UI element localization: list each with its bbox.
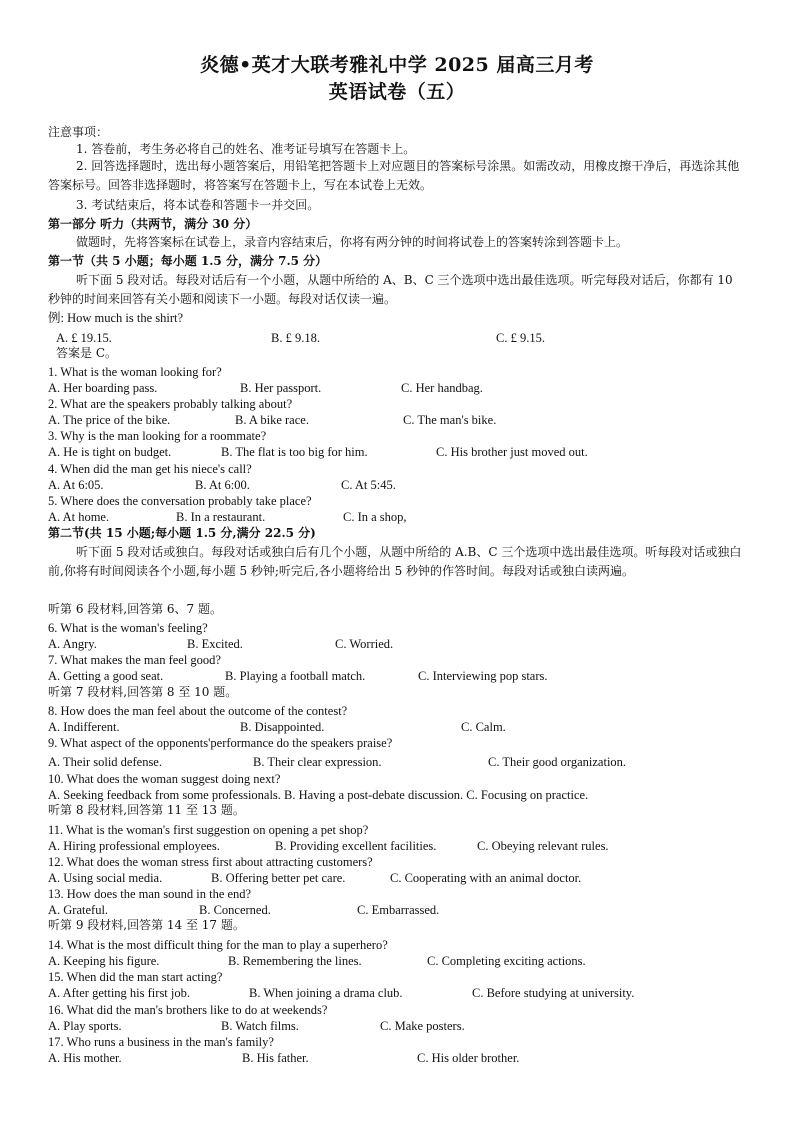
section2-instruction: 听下面 5 段对话或独白。每段对话或独白后有几个小题，从题中所给的 A.B、C 三个选项中选出最佳选项。听每段对话或独白前,你将有时间阅读各个小题,每小题 5 秒钟;听完后,各小题将给出 5 秒钟的作答时间。每段对话或独白读两遍。 (48, 545, 742, 578)
question-10: 10. What does the woman suggest doing next? (48, 772, 281, 786)
question-2: 2. What are the speakers probably talking about? (48, 397, 293, 411)
q16-option-a: A. Play sports. (48, 1019, 122, 1033)
question-6: 6. What is the woman's feeling? (48, 621, 208, 635)
q11-option-b: B. Providing excellent facilities. (275, 839, 437, 853)
q9-option-a: A. Their solid defense. (48, 755, 162, 769)
example-answer: 答案是 C。 (56, 346, 117, 360)
example-question: 例: How much is the shirt? (48, 311, 184, 325)
q16-option-b: B. Watch films. (221, 1019, 299, 1033)
q1-option-a: A. Her boarding pass. (48, 381, 158, 395)
q1-option-c: C. Her handbag. (401, 381, 483, 395)
question-9: 9. What aspect of the opponents'performance do the speakers praise? (48, 736, 393, 750)
q9-option-b: B. Their clear expression. (253, 755, 382, 769)
q10-options: A. Seeking feedback from some professionals. B. Having a post-debate discussion. C. Focusing on practice. (48, 788, 589, 802)
notice-item-1: 1. 答卷前，考生务必将自己的姓名、准考证号填写在答题卡上。 (76, 142, 416, 156)
question-1: 1. What is the woman looking for? (48, 365, 222, 379)
question-7: 7. What makes the man feel good? (48, 653, 221, 667)
q3-option-b: B. The flat is too big for him. (221, 445, 368, 459)
question-12: 12. What does the woman stress first about attracting customers? (48, 855, 373, 869)
question-16: 16. What did the man's brothers like to do at weekends? (48, 1003, 328, 1017)
q13-option-a: A. Grateful. (48, 903, 109, 917)
section1-heading: 第一节（共 5 小题；每小题 1.5 分，满分 7.5 分） (48, 254, 328, 268)
part1-instruction: 做题时，先将答案标在试卷上，录音内容结束后，你将有两分钟的时间将试卷上的答案转涂到答题卡上。 (76, 235, 629, 249)
q2-option-a: A. The price of the bike. (48, 413, 171, 427)
section1-instruction: 听下面 5 段对话。每段对话后有一个小题，从题中所给的 A、B、C 三个选项中选出最佳选项。听完每段对话后，你都有 10 秒钟的时间来回答有关小题和阅读下一小题。每段对话仅读一遍。 (48, 273, 733, 306)
q13-option-b: B. Concerned. (199, 903, 271, 917)
q7-option-a: A. Getting a good seat. (48, 669, 164, 683)
question-3: 3. Why is the man looking for a roommate? (48, 429, 267, 443)
question-17: 17. Who runs a business in the man's family? (48, 1035, 274, 1049)
q6-option-c: C. Worried. (335, 637, 394, 651)
q11-option-a: A. Hiring professional employees. (48, 839, 220, 853)
q3-option-c: C. His brother just moved out. (436, 445, 588, 459)
q14-option-b: B. Remembering the lines. (228, 954, 362, 968)
question-14: 14. What is the most difficult thing for the man to play a superhero? (48, 938, 388, 952)
material-6-instruction: 听第 6 段材料,回答第 6、7 题。 (48, 602, 222, 616)
material-9-instruction: 听第 9 段材料,回答第 14 至 17 题。 (48, 918, 245, 932)
question-13: 13. How does the man sound in the end? (48, 887, 252, 901)
q6-option-b: B. Excited. (187, 637, 243, 651)
q15-option-a: A. After getting his first job. (48, 986, 190, 1000)
q12-option-b: B. Offering better pet care. (211, 871, 346, 885)
q17-option-a: A. His mother. (48, 1051, 122, 1065)
example-option-b: B. £ 9.18. (271, 331, 320, 345)
q14-option-c: C. Completing exciting actions. (427, 954, 586, 968)
exam-subtitle: 英语试卷（五） (328, 81, 466, 103)
q14-option-a: A. Keeping his figure. (48, 954, 160, 968)
q8-option-b: B. Disappointed. (240, 720, 325, 734)
q4-option-c: C. At 5:45. (341, 478, 396, 492)
q5-option-c: C. In a shop, (343, 510, 407, 524)
q2-option-c: C. The man's bike. (403, 413, 497, 427)
q9-option-c: C. Their good organization. (488, 755, 627, 769)
q8-option-a: A. Indifferent. (48, 720, 120, 734)
question-15: 15. When did the man start acting? (48, 970, 223, 984)
q12-option-c: C. Cooperating with an animal doctor. (390, 871, 582, 885)
notice-heading: 注意事项： (48, 125, 109, 139)
q7-option-c: C. Interviewing pop stars. (418, 669, 548, 683)
q17-option-c: C. His older brother. (417, 1051, 520, 1065)
notice-item-2: 2. 回答选择题时，选出每小题答案后，用铅笔把答题卡上对应题目的答案标号涂黑。如需改动，用橡皮擦干净后，再选涂其他答案标号。回答非选择题时，将答案写在答题卡上，写在本试卷上无效。 (48, 159, 740, 192)
question-8: 8. How does the man feel about the outcome of the contest? (48, 704, 348, 718)
question-11: 11. What is the woman's first suggestion on opening a pet shop? (48, 823, 369, 837)
q1-option-b: B. Her passport. (240, 381, 322, 395)
q4-option-a: A. At 6:05. (48, 478, 104, 492)
section2-heading: 第二节(共 15 小题;每小题 1.5 分,满分 22.5 分) (48, 526, 316, 540)
material-8-instruction: 听第 8 段材料,回答第 11 至 13 题。 (48, 803, 245, 817)
q2-option-b: B. A bike race. (235, 413, 309, 427)
example-option-a: A. £ 19.15. (56, 331, 112, 345)
q4-option-b: B. At 6:00. (195, 478, 250, 492)
q15-option-b: B. When joining a drama club. (249, 986, 403, 1000)
q5-option-b: B. In a restaurant. (176, 510, 266, 524)
q12-option-a: A. Using social media. (48, 871, 163, 885)
material-7-instruction: 听第 7 段材料,回答第 8 至 10 题。 (48, 685, 238, 699)
q5-option-a: A. At home. (48, 510, 110, 524)
q17-option-b: B. His father. (242, 1051, 309, 1065)
q16-option-c: C. Make posters. (380, 1019, 465, 1033)
q7-option-b: B. Playing a football match. (225, 669, 366, 683)
q6-option-a: A. Angry. (48, 637, 97, 651)
example-option-c: C. £ 9.15. (496, 331, 545, 345)
q13-option-c: C. Embarrassed. (357, 903, 440, 917)
notice-item-3: 3. 考试结束后，将本试卷和答题卡一并交回。 (76, 198, 320, 212)
q15-option-c: C. Before studying at university. (472, 986, 635, 1000)
q3-option-a: A. He is tight on budget. (48, 445, 172, 459)
q8-option-c: C. Calm. (461, 720, 506, 734)
q11-option-c: C. Obeying relevant rules. (477, 839, 609, 853)
exam-title: 炎德•英才大联考雅礼中学 2025 届高三月考 (200, 54, 594, 76)
part1-heading: 第一部分 听力（共两节，满分 30 分） (48, 217, 258, 231)
question-5: 5. Where does the conversation probably take place? (48, 494, 312, 508)
question-4: 4. When did the man get his niece's call? (48, 462, 252, 476)
